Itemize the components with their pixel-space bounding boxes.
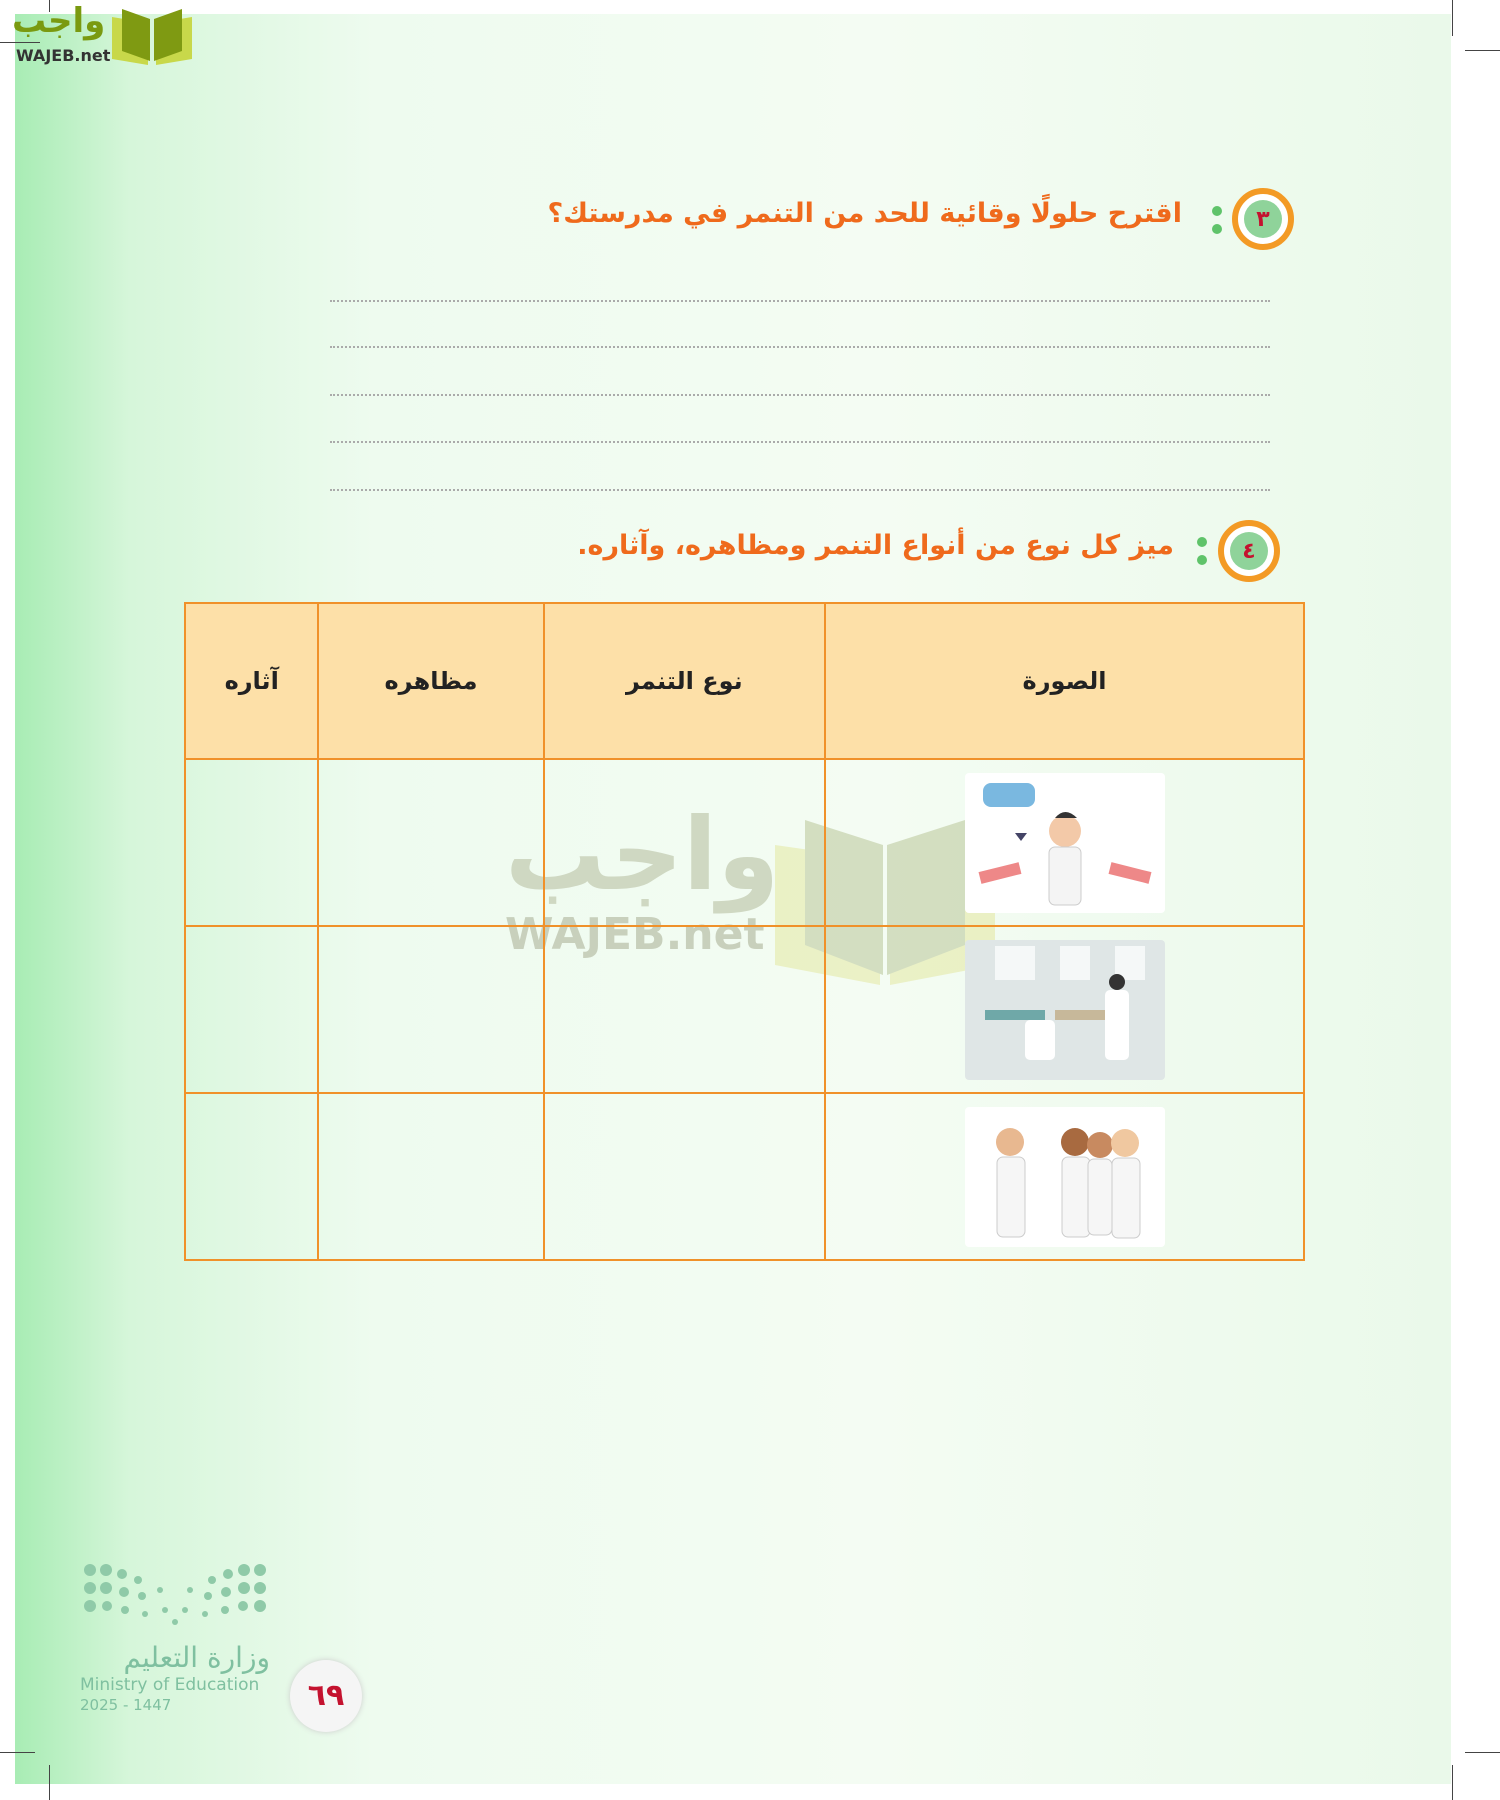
image-cell <box>825 926 1304 1093</box>
ministry-dots-emblem <box>80 1560 270 1630</box>
header-type: نوع التنمر <box>544 603 825 759</box>
answer-line[interactable] <box>330 394 1270 396</box>
crop-mark <box>49 1765 50 1800</box>
crop-mark <box>1452 1765 1453 1800</box>
table-header-row <box>185 603 1304 759</box>
ministry-arabic-name: وزارة التعليم <box>123 1641 270 1674</box>
manifestations-cell[interactable] <box>318 926 543 1093</box>
image-cell <box>825 759 1304 926</box>
question-3-number: ٣ <box>1244 200 1282 238</box>
logo-arabic: واجب <box>12 1 106 41</box>
question-4-text: ميز كل نوع من أنواع التنمر ومظاهره، وآثاره. <box>577 530 1174 561</box>
crop-mark <box>1452 0 1453 36</box>
crop-mark <box>1465 1752 1500 1753</box>
type-cell[interactable] <box>544 926 825 1093</box>
bullet-dots-icon <box>1197 537 1207 571</box>
logo-english: WAJEB.net <box>16 46 111 65</box>
question-3-badge <box>1232 188 1294 250</box>
book-icon <box>108 5 196 67</box>
image-cell <box>825 1093 1304 1260</box>
bullet-dots-icon <box>1212 206 1222 240</box>
manifestations-cell[interactable] <box>318 1093 543 1260</box>
answer-line[interactable] <box>330 489 1270 491</box>
manifestations-cell[interactable] <box>318 759 543 926</box>
social-exclusion-image <box>965 1107 1165 1247</box>
header-manifestations: مظاهره <box>318 603 543 759</box>
watermark-arabic: واجب <box>505 796 780 913</box>
wajeb-logo[interactable] <box>10 1 190 67</box>
crop-mark <box>0 1752 35 1753</box>
physical-bullying-image <box>965 940 1165 1080</box>
effects-cell[interactable] <box>185 759 318 926</box>
type-cell[interactable] <box>544 1093 825 1260</box>
header-effects: آثاره <box>185 603 318 759</box>
type-cell[interactable] <box>544 759 825 926</box>
effects-cell[interactable] <box>185 1093 318 1260</box>
answer-line[interactable] <box>330 441 1270 443</box>
answer-line[interactable] <box>330 346 1270 348</box>
crop-mark <box>1465 50 1500 51</box>
page-number: ٦٩ <box>290 1660 362 1732</box>
ministry-logo <box>80 1560 270 1715</box>
watermark-english: WAJEB.net <box>505 909 765 960</box>
table-row <box>185 926 1304 1093</box>
answer-line[interactable] <box>330 300 1270 302</box>
table-row <box>185 759 1304 926</box>
table-row <box>185 1093 1304 1260</box>
ministry-english-name: Ministry of Education <box>80 1675 260 1695</box>
verbal-bullying-image <box>965 773 1165 913</box>
year-label: 2025 - 1447 <box>80 1696 172 1715</box>
bullying-types-table <box>184 602 1305 1261</box>
question-4-number: ٤ <box>1230 532 1268 570</box>
effects-cell[interactable] <box>185 926 318 1093</box>
question-3-text: اقترح حلولًا وقائية للحد من التنمر في مدرستك؟ <box>547 198 1182 229</box>
header-image: الصورة <box>825 603 1304 759</box>
question-4-badge <box>1218 520 1280 582</box>
